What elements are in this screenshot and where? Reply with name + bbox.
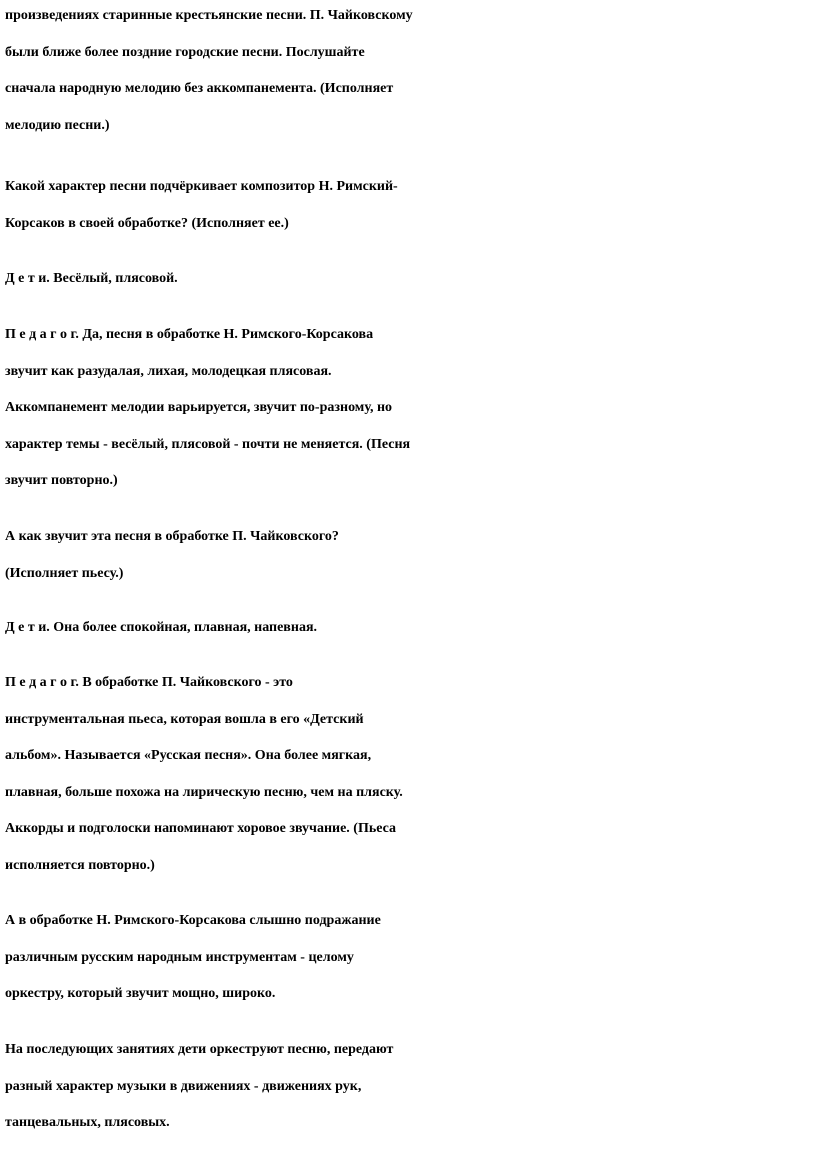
paragraph-intro	[5, 0, 813, 144]
text-line: Какой характер песни подчёркивает композитор Н. Римский-	[5, 179, 398, 194]
text-line: Аккорды и подголоски напоминают хоровое звучание. (Пьеса	[5, 821, 397, 836]
paragraph-teacher-rimsky	[5, 317, 813, 500]
text-line: танцевальных, плясовых.	[5, 1115, 170, 1130]
text-line: исполняется повторно.)	[5, 857, 155, 873]
text-line: П е д а г о г. Да, песня в обработке Н. Римского-Корсакова	[5, 327, 374, 342]
text-line: На последующих занятиях дети оркеструют песню, передают	[5, 1042, 394, 1057]
paragraph-rimsky-instruments	[5, 903, 813, 1013]
text-line: А в обработке Н. Римского-Корсакова слышно подражание	[5, 913, 381, 928]
text-line: П е д а г о г. В обработке П. Чайковского - это	[5, 675, 293, 690]
text-line: Д е т и. Она более спокойная, плавная, напевная.	[5, 620, 318, 635]
text-line: мелодию песни.)	[5, 117, 110, 133]
text-line: различным русским народным инструментам - целому	[5, 949, 354, 965]
paragraph-question-tchaikovsky	[5, 519, 813, 592]
text-line: Аккомпанемент мелодии варьируется, звучит по-разному, но	[5, 400, 393, 415]
text-line: альбом». Называется «Русская песня». Она более мягкая,	[5, 748, 372, 763]
text-line: разный характер музыки в движениях - движениях рук,	[5, 1078, 362, 1094]
text-line: А как звучит эта песня в обработке П. Чайковского?	[5, 529, 339, 544]
text-line: звучит как разудалая, лихая, молодецкая плясовая.	[5, 363, 332, 379]
text-line: звучит повторно.)	[5, 473, 118, 488]
text-line: оркестру, который звучит мощно, широко.	[5, 986, 276, 1001]
text-line: характер темы - весёлый, плясовой - почти не меняется. (Песня	[5, 436, 411, 452]
text-line: плавная, больше похожа на лирическую песню, чем на пляску.	[5, 784, 403, 800]
text-line: Корсаков в своей обработке? (Исполняет ее.)	[5, 215, 289, 231]
paragraph-following-lessons	[5, 1032, 813, 1142]
paragraph-question-rimsky	[5, 169, 813, 242]
paragraph-teacher-tchaikovsky	[5, 665, 813, 884]
text-line: инструментальная пьеса, которая вошла в его «Детский	[5, 711, 364, 727]
text-line: Д е т и. Весёлый, плясовой.	[5, 271, 178, 286]
text-line: сначала народную мелодию без аккомпанемента. (Исполняет	[5, 81, 394, 96]
text-line: (Исполняет пьесу.)	[5, 565, 124, 581]
paragraph-children-answer-2	[5, 610, 813, 647]
text-line: были ближе более поздние городские песни. Послушайте	[5, 44, 365, 60]
paragraph-children-answer-1	[5, 261, 813, 298]
text-line: произведениях старинные крестьянские песни. П. Чайковскому	[5, 8, 413, 23]
